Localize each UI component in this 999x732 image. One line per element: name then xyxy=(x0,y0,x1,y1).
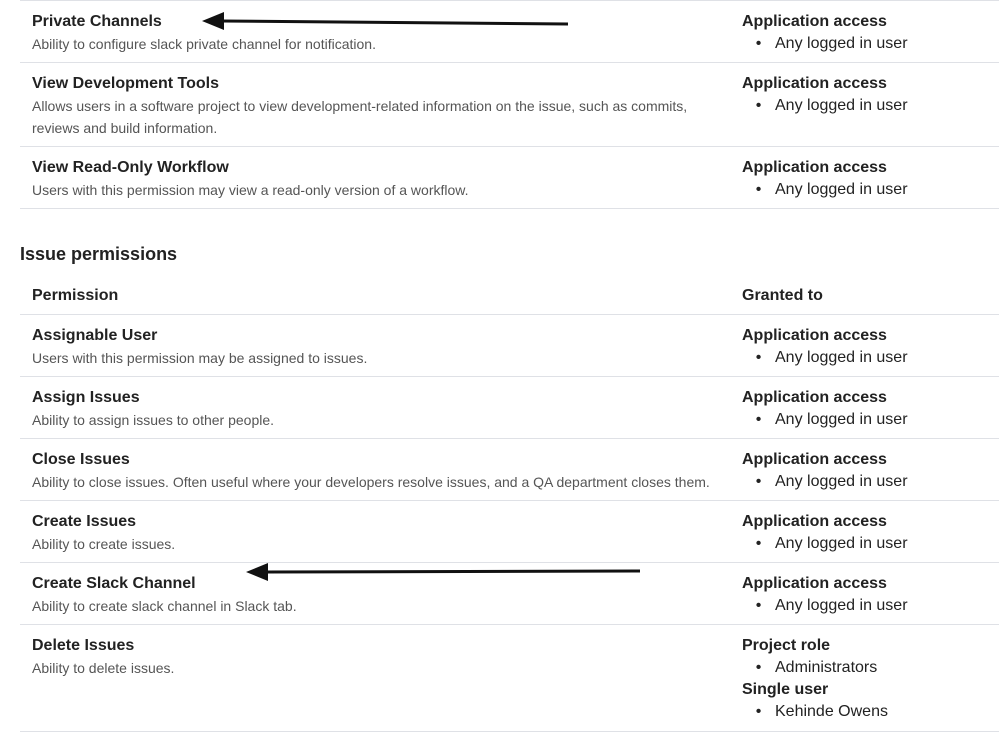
permission-description: Ability to configure slack private channel for notification. xyxy=(32,36,376,52)
grant-type: Single user xyxy=(742,681,829,698)
grant-value-text: Any logged in user xyxy=(775,35,908,52)
permission-name: Delete Issues xyxy=(32,637,135,654)
bullet: • xyxy=(755,535,762,552)
permission-name: Close Issues xyxy=(32,451,130,468)
grant-value-text: Any logged in user xyxy=(775,535,908,552)
section-title-issue-permissions: Issue permissions xyxy=(20,244,178,264)
grant-value-text: Any logged in user xyxy=(775,597,908,614)
bullet: • xyxy=(755,35,762,52)
bullet: • xyxy=(755,703,762,720)
grant-type: Application access xyxy=(742,389,887,406)
permission-description: Ability to assign issues to other people. xyxy=(32,412,275,428)
permission-name: Create Slack Channel xyxy=(32,575,196,592)
grant-type: Application access xyxy=(742,159,887,176)
column-header-granted-to: Granted to xyxy=(742,287,823,304)
permission-name: View Development Tools xyxy=(32,75,220,92)
grant-value-text: Any logged in user xyxy=(775,181,908,198)
permission-description: Users with this permission may view a read-only version of a workflow. xyxy=(32,182,469,198)
bullet: • xyxy=(755,473,762,490)
arrow-create-slack-channel xyxy=(246,563,640,581)
grant-value-text: Any logged in user xyxy=(775,473,908,490)
bullet: • xyxy=(755,181,762,198)
grant-value-text: Any logged in user xyxy=(775,411,908,428)
permission-name: Private Channels xyxy=(32,13,162,30)
grant-type: Project role xyxy=(742,637,831,654)
bullet: • xyxy=(755,411,762,428)
bullet: • xyxy=(755,597,762,614)
permission-description: Ability to delete issues. xyxy=(32,660,175,676)
grant-value-text: Administrators xyxy=(775,659,878,676)
grant-value-text: Any logged in user xyxy=(775,349,908,366)
permission-description: Users with this permission may be assigned to issues. xyxy=(32,350,368,366)
grant-value-text: Kehinde Owens xyxy=(775,703,888,720)
permission-name: Assignable User xyxy=(32,327,158,344)
permission-description: Ability to create issues. xyxy=(32,536,176,552)
permission-description: Ability to close issues. Often useful where your developers resolve issues, and a QA department closes them. xyxy=(32,474,710,490)
permission-description: Ability to create slack channel in Slack tab. xyxy=(32,598,297,614)
grant-type: Application access xyxy=(742,75,887,92)
permission-description: Allows users in a software project to view development-related information on the issue, such as commits, reviews and build information. xyxy=(32,98,688,136)
permission-name: Create Issues xyxy=(32,513,137,530)
bullet: • xyxy=(755,349,762,366)
bullet: • xyxy=(755,659,762,676)
grant-type: Application access xyxy=(742,575,887,592)
grant-type: Application access xyxy=(742,451,887,468)
grant-type: Application access xyxy=(742,327,887,344)
grant-type: Application access xyxy=(742,13,887,30)
permission-name: View Read-Only Workflow xyxy=(32,159,229,176)
bullet: • xyxy=(755,97,762,114)
grant-value-text: Any logged in user xyxy=(775,97,908,114)
arrow-private-channels xyxy=(202,12,568,30)
permission-name: Assign Issues xyxy=(32,389,140,406)
column-header-permission: Permission xyxy=(32,287,119,304)
grant-type: Application access xyxy=(742,513,887,530)
